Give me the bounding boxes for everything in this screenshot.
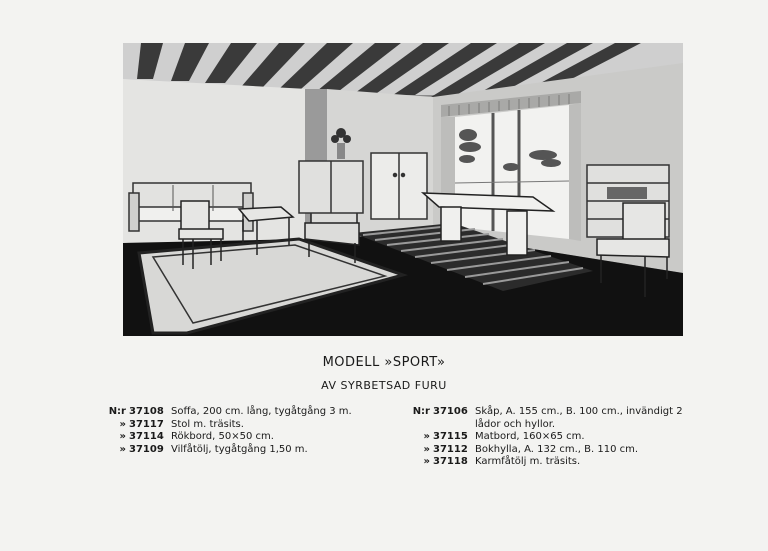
catalog-model-title: MODELL »SPORT» <box>322 355 446 370</box>
item-description: Bokhylla, A. 132 cm., B. 110 cm. <box>475 443 639 455</box>
furniture-list-right <box>404 406 694 469</box>
list-item <box>404 444 694 457</box>
item-number: 37112 <box>433 443 468 455</box>
item-number: 37118 <box>433 456 468 467</box>
item-number: 37117 <box>129 418 164 430</box>
item-number: 37114 <box>129 431 164 442</box>
item-description: Karmfåtölj m. träsits. <box>475 456 581 467</box>
item-prefix: » <box>423 443 430 455</box>
catalog-model-subtitle: AV SYRBETSAD FURU <box>321 379 447 392</box>
list-item <box>100 444 400 457</box>
room-interior-drawing <box>123 43 683 336</box>
item-prefix: » <box>119 431 126 442</box>
item-description: Matbord, 160×65 cm. <box>475 431 585 442</box>
item-description: Rökbord, 50×50 cm. <box>171 431 274 442</box>
list-item <box>100 406 400 419</box>
item-prefix: » <box>119 418 126 430</box>
list-item <box>404 406 694 431</box>
item-number: 37108 <box>129 406 164 417</box>
item-number: 37115 <box>433 431 468 442</box>
item-description: Stol m. träsits. <box>171 418 244 430</box>
item-description: Vilfåtölj, tygåtgång 1,50 m. <box>171 443 308 455</box>
item-prefix: » <box>423 431 430 442</box>
list-item <box>100 419 400 432</box>
list-item <box>404 456 694 469</box>
item-number: 37106 <box>433 406 468 417</box>
item-prefix: N:r <box>412 406 430 417</box>
item-number: 37109 <box>129 443 164 455</box>
item-description: Skåp, A. 155 cm., B. 100 cm., invändigt 2 lådor och hyllor. <box>475 406 683 430</box>
furniture-list-left <box>100 406 400 456</box>
item-description: Soffa, 200 cm. lång, tygåtgång 3 m. <box>171 406 352 417</box>
list-item <box>404 431 694 444</box>
room-illustration <box>123 43 683 336</box>
list-item <box>100 431 400 444</box>
item-prefix: » <box>423 456 430 467</box>
item-prefix: » <box>119 443 126 455</box>
item-prefix: N:r <box>108 406 126 417</box>
